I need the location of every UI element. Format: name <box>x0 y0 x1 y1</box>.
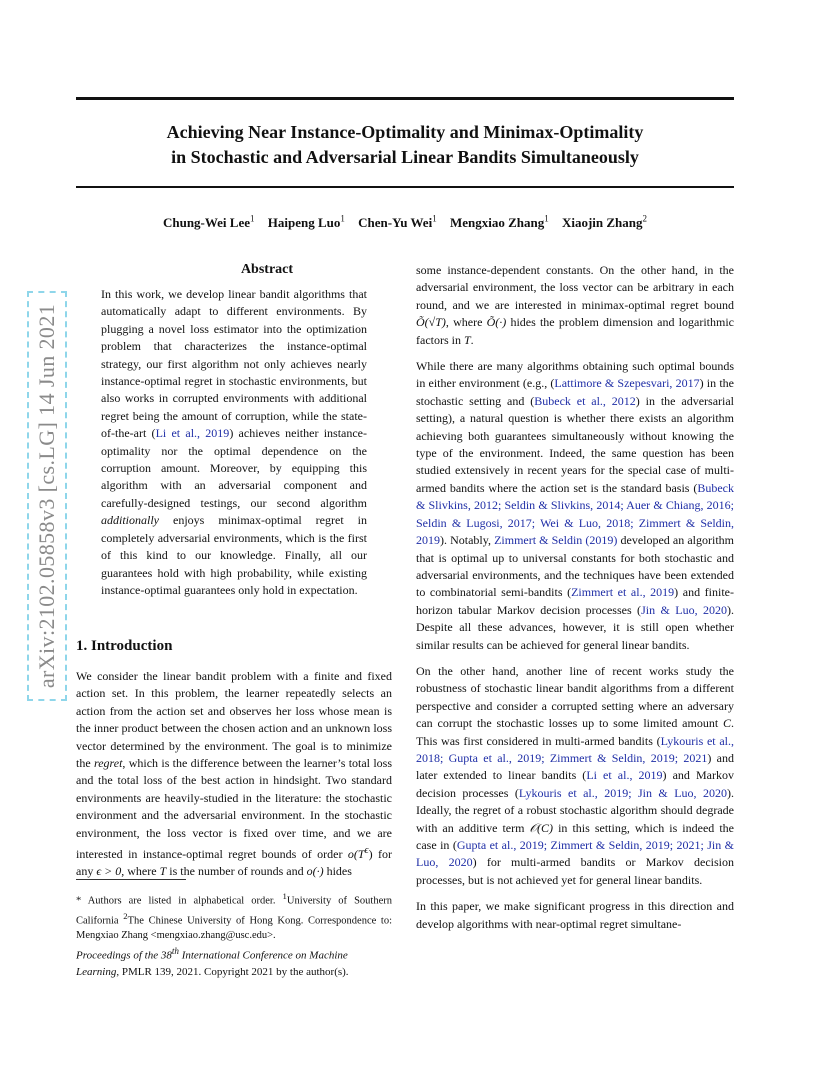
author-list <box>76 214 734 231</box>
author: Chung-Wei Lee$^1$ <box>162 214 255 231</box>
citation-link[interactable]: Zimmert & Seldin (2019) <box>494 533 618 548</box>
proceedings-note: Proceedings of the 38th International Conference on Machine Learning, PMLR 139, 2021. Copyright 2021 by the author(s). <box>76 946 349 978</box>
citation-link[interactable]: Bubeck et al., 2012 <box>534 393 636 408</box>
right-column-body <box>416 262 734 942</box>
citation-link[interactable]: Jin & Luo, 2020 <box>641 602 728 617</box>
paper-title-line2: in Stochastic and Adversarial Linear Bandits Simultaneously <box>171 147 639 167</box>
arxiv-stamp: arXiv:2102.05858v3 [cs.LG] 14 Jun 2021 <box>32 296 62 696</box>
citation-link[interactable]: Li et al., 2019 <box>155 426 230 441</box>
title-rule-top <box>76 97 734 100</box>
introduction-body: We consider the linear bandit problem with a finite and fixed action set. In this problem, the learner repeatedly selects an action from the action set and observes her loss whose mean is the inner product between the chosen action and an unknown loss vector determined by the environment. The goal is to minimize the regret, which is the difference between the learner’s total loss and the total loss of the best action in hindsight. Two standard environments are heavily-studied in the literature: the stochastic environment and the adversarial environment. In the stochastic environment, the loss vector is fixed over time, and we are interested in instance-optimal regret bounds of order $o(T^\epsilon)$ for any ϵ > 0, where T is the number of rounds and o(·) hides <box>76 669 393 879</box>
paragraph: On the other hand, another line of recent works study the robustness of stochastic linear bandit algorithms from a different perspective and consider a corrupted setting where an adversary can corrupt the stochastic losses up to some limited amount C. This was first considered in multi-armed bandits (Lykouris et al., 2018; Gupta et al., 2019; Zimmert & Seldin, 2019; 2021) and later extended to linear bandits (Li et al., 2019) and Markov decision processes (Lykouris et al., 2019; Jin & Luo, 2020). Ideally, the regret of a robust stochastic algorithm should degrade with an additive term 𝒪(C) in this setting, which is indeed the case in (Gupta et al., 2019; Zimmert & Seldin, 2019; 2021; Jin & Luo, 2020) for multi-armed bandits or Markov decision processes, but is not achieved yet for general linear bandits. <box>416 663 735 887</box>
citation-link[interactable]: Lykouris et al., 2018; Gupta et al., 2019; Zimmert & Seldin, 2019; 2021 <box>416 733 734 765</box>
citation-link[interactable]: Zimmert et al., 2019 <box>571 585 675 600</box>
footnote-rule <box>76 879 186 880</box>
footnote: * Authors are listed in alphabetical order. $^1$University of Southern California $^2$The Chinese University of Hong Kong. Correspondence to: Mengxiao Zhang <mengxiao.zhang@usc.edu>. <box>76 891 393 941</box>
author: Chen-Yu Wei$^1$ <box>358 214 437 231</box>
paragraph: some instance-dependent constants. On the other hand, in the adversarial environment, the loss vector can be arbitrary in each round, and we are interested in minimax-optimal regret bound Õ(√T), where Õ(·) hides the problem dimension and logarithmic factors in T. <box>416 263 734 347</box>
paragraph: While there are many algorithms obtaining such optimal bounds in either environment (e.g., (Lattimore & Szepesvari, 2017) in the stochastic setting and (Bubeck et al., 2012) in the adversarial setting), a natural question is whether there exists an algorithm achieving both guarantees simultaneously without knowing the type of the environment. Indeed, the same question has been studied extensively in recent years for the special case of multi-armed bandits where the action set is the standard basis (Bubeck & Slivkins, 2012; Seldin & Slivkins, 2014; Auer & Chiang, 2016; Seldin & Lugosi, 2017; Wei & Luo, 2018; Zimmert & Seldin, 2019). Notably, Zimmert & Seldin (2019) developed an algorithm that is optimal up to universal constants for both stochastic and adversarial environments, and the techniques have been extended to combinatorial semi-bandits (Zimmert et al., 2019) and finite-horizon tabular Markov decision processes (Jin & Luo, 2020). Despite all these advances, however, it is still open whether similar results can be achieved for general linear bandits. <box>416 359 735 652</box>
citation-link[interactable]: Bubeck & Slivkins, 2012; Seldin & Slivkins, 2014; Auer & Chiang, 2016; Seldin & Lugosi, 2017; Wei & Luo, 2018; Zimmert & Seldin, 2019 <box>416 480 734 548</box>
author: Haipeng Luo$^1$ <box>267 214 345 231</box>
paragraph: In this paper, we make significant progress in this direction and develop algorithms with near-optimal regret simultane- <box>416 899 734 931</box>
citation-link[interactable]: Li et al., 2019 <box>586 768 663 783</box>
citation-link[interactable]: Gupta et al., 2019; Zimmert & Seldin, 2019; 2021; Jin & Luo, 2020 <box>416 838 734 870</box>
title-rule-bottom <box>76 186 734 188</box>
citation-link[interactable]: Lykouris et al., 2019; Jin & Luo, 2020 <box>518 785 727 800</box>
abstract-body: In this work, we develop linear bandit algorithms that automatically adapt to different environments. By plugging a novel loss estimator into the optimization problem that characterizes the instance-optimal strategy, our first algorithm not only achieves nearly instance-optimal regret in stochastic environments, but also works in corrupted environments with additional regret being the amount of corruption, while the state-of-the-art (Li et al., 2019) achieves neither instance-optimality nor the optimal dependence on the corruption amount. Moreover, by equipping this algorithm with an adversarial component and carefully-designed testings, our second algorithm additionally enjoys minimax-optimal regret in completely adversarial environments, which is the first of this kind to our knowledge. Finally, all our guarantees hold with high probability, while existing instance-optimal guarantees only hold in expectation. <box>101 287 368 597</box>
paper-title-line1: Achieving Near Instance-Optimality and Minimax-Optimality <box>166 122 644 142</box>
author: Xiaojin Zhang$^2$ <box>561 214 648 231</box>
abstract-heading: Abstract <box>240 262 294 277</box>
citation-link[interactable]: Lattimore & Szepesvari, 2017 <box>554 376 700 391</box>
section-heading-introduction: 1. Introduction <box>76 638 173 654</box>
author: Mengxiao Zhang$^1$ <box>449 214 549 231</box>
